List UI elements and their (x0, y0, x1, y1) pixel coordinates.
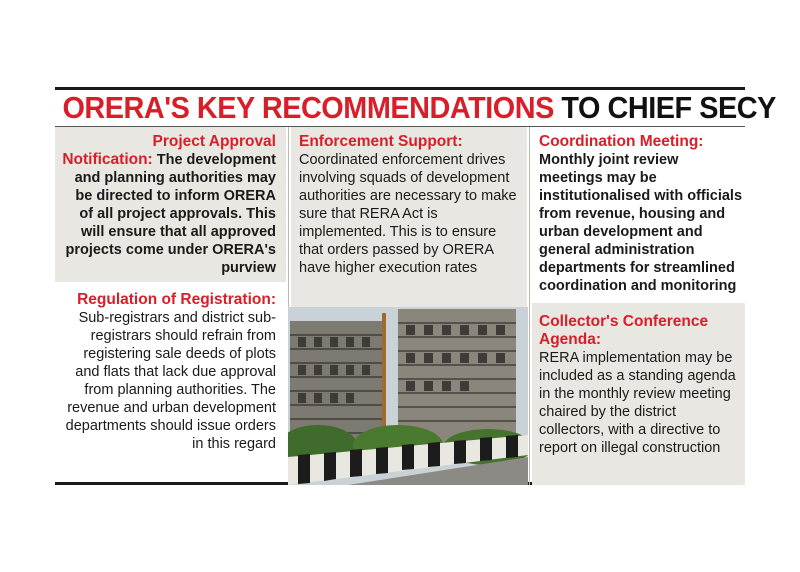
collector-title: Collector's Conference Agenda: (539, 313, 709, 348)
infographic-frame (55, 87, 776, 485)
headline-red: ORERA'S KEY RECOMMENDATIONS (62, 90, 554, 125)
coordination-box (532, 127, 745, 300)
enforcement-body: Coordinated enforcement drives involving squads of development authorities are necessary to make sure that RERA Act is implemented. This is to ensure that orders passed by ORERA have higher execution rates (299, 152, 517, 276)
collector-box (532, 303, 745, 485)
headline-black: TO CHIEF SECY (561, 90, 776, 125)
collector-body: RERA implementation may be included as a standing agenda in the monthly review meeting chaired by the district collectors, with a directive to report on illegal construction (539, 350, 736, 456)
construction-photo (288, 307, 528, 485)
headline (55, 90, 776, 126)
column-divider-right (529, 127, 530, 485)
coordination-title: Coordination Meeting: (539, 133, 704, 150)
regulation-box (55, 285, 286, 485)
coordination-body: Monthly joint review meetings may be institutionalised with officials from revenue, housing and urban development and general administration departments for streamlined coordination and monitoring (539, 152, 743, 294)
regulation-body: Sub-registrars and district sub-registrars should refrain from registering sale deeds of plots and flats that lack due approval from planning authorities. The revenue and urban development departments should issue orders in this regard (65, 310, 276, 452)
project-approval-title: Project Approval Notification: (62, 133, 276, 168)
project-approval-body: The development and planning authorities may be directed to inform ORERA of all project approvals. This will ensure that all approved projects come under ORERA's purview (65, 152, 276, 276)
enforcement-title: Enforcement Support: (299, 133, 463, 150)
enforcement-box (291, 127, 527, 307)
project-approval-box (55, 127, 286, 282)
regulation-title: Regulation of Registration: (77, 291, 276, 308)
